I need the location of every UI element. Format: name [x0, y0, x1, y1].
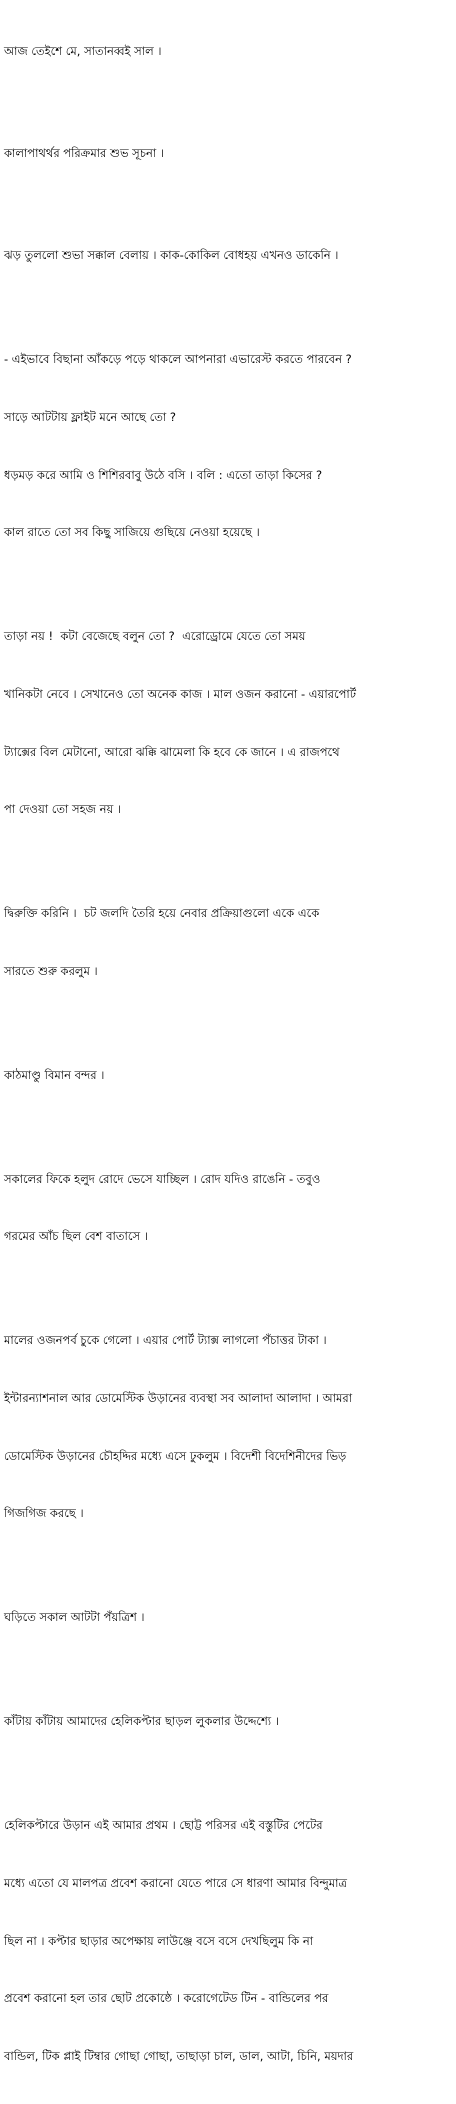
text-line: কালাপাথর্থর পরিক্রমার শুভ সূচনা ।	[4, 146, 164, 161]
text-line: গরমের আঁচ ছিল বেশ বাতাসে ।	[4, 1229, 148, 1244]
text-line: কাঁটায় কাঁটায় আমাদের হেলিকপ্টার ছাড়ল লুকলার উদ্দেশ্যে ।	[4, 1714, 279, 1729]
text-line: খানিকটা নেবে । সেখানেও তো অনেক কাজ । মাল ওজন করানো - এয়ারপোর্ট	[4, 686, 357, 701]
paragraph-airport	[4, 1027, 450, 1123]
text-line: সকালের ফিকে হলুদ রোদে ভেসে যাচ্ছিল । রোদ যদিও রাঙেনি - তবুও	[4, 1171, 321, 1186]
text-line: সাড়ে আটটায় ফ্লাইট মনে আছে তো ?	[4, 410, 176, 425]
text-line: ট্যাক্সের বিল মেটানো, আরো ঝক্কি ঝামেলা কি হবে কে জানে । এ রাজপথে	[4, 744, 340, 759]
text-line: ছিল না । কপ্টার ছাড়ার অপেক্ষায় লাউঞ্জে বসে বসে দেখছিলুম কি না	[4, 1933, 314, 1948]
text-line: দ্বিরুক্তি করিনি । চট জলদি তৈরি হয়ে নেবার প্রক্রিয়াগুলো একে একে	[4, 906, 320, 921]
paragraph-preparation	[4, 866, 450, 1020]
text-line: মধ্যে এতো যে মালপত্র প্রবেশ করানো যেতে পারে সে ধারণা আমার বিন্দুমাত্র	[4, 1875, 347, 1890]
paragraph-date	[4, 4, 450, 100]
text-line: - এইভাবে বিছানা আঁকড়ে পড়ে থাকলে আপনারা এভারেস্ট করতে পারবেন ?	[4, 352, 352, 367]
paragraph-hurry	[4, 589, 450, 858]
paragraph-time	[4, 1570, 450, 1666]
text-line: প্রবেশ করানো হল তার ছোট প্রকোষ্ঠে । করোগেটেড টিন - বান্ডিলের পর	[4, 1991, 329, 2006]
text-line: মালের ওজনপর্ব চুকে গেলো । এয়ার পোর্ট ট্যাক্স লাগলো পঁচাত্তর টাকা ।	[4, 1333, 327, 1348]
text-line: ধড়মড় করে আমি ও শিশিরবাবু উঠে বসি । বলি : এতো তাড়া কিসের ?	[4, 467, 323, 482]
text-line: কাঠমাণ্ডু বিমান বন্দর ।	[4, 1067, 105, 1082]
text-line: পা দেওয়া তো সহজ নয় ।	[4, 802, 122, 817]
paragraph-departure	[4, 1674, 450, 1770]
paragraph-helicopter	[4, 1778, 450, 2104]
text-line: ডোমেস্টিক উড়ানের চৌহদ্দির মধ্যে এসে ঢুকলুম । বিদেশী বিদেশিনীদের ভিড়	[4, 1448, 347, 1463]
text-line: গিজগিজ করছে ।	[4, 1506, 84, 1521]
text-line: বান্ডিল, টিক প্লাই টিম্বার গোছা গোছা, তাছাড়া চাল, ডাল, আটা, চিনি, ময়দার	[4, 2048, 354, 2063]
paragraph-luggage	[4, 1293, 450, 1562]
text-line: হেলিকপ্টারে উড়ান এই আমার প্রথম । ছোট্ট পরিসর এই বস্তুটির পেটের	[4, 1818, 323, 1833]
paragraph-trek-start	[4, 106, 450, 202]
paragraph-dialogue	[4, 312, 450, 581]
paragraph-morning-rush	[4, 208, 450, 304]
text-line: কাল রাতে তো সব কিছু সাজিয়ে গুছিয়ে নেওয়া হয়েছে ।	[4, 525, 260, 540]
text-line: আজ তেইশে মে, সাতানব্বই সাল ।	[4, 44, 162, 59]
paragraph-sunlight	[4, 1131, 450, 1285]
text-line: ঝড় তুললো শুভা সক্কাল বেলায় । কাক-কোকিল বোধহয় এখনও ডাকেনি ।	[4, 248, 339, 263]
text-line: ঘড়িতে সকাল আটটা পঁয়ত্রিশ ।	[4, 1610, 145, 1625]
text-line: সারতে শুরু করলুম ।	[4, 963, 98, 978]
text-line: ইন্টারন্যাশনাল আর ডোমেস্টিক উড়ানের ব্যবস্থা সব আলাদা আলাদা । আমরা	[4, 1391, 353, 1406]
text-line: তাড়া নয় ! কটা বেজেছে বলুন তো ? এরোড্রোমে যেতে তো সময়	[4, 629, 306, 644]
